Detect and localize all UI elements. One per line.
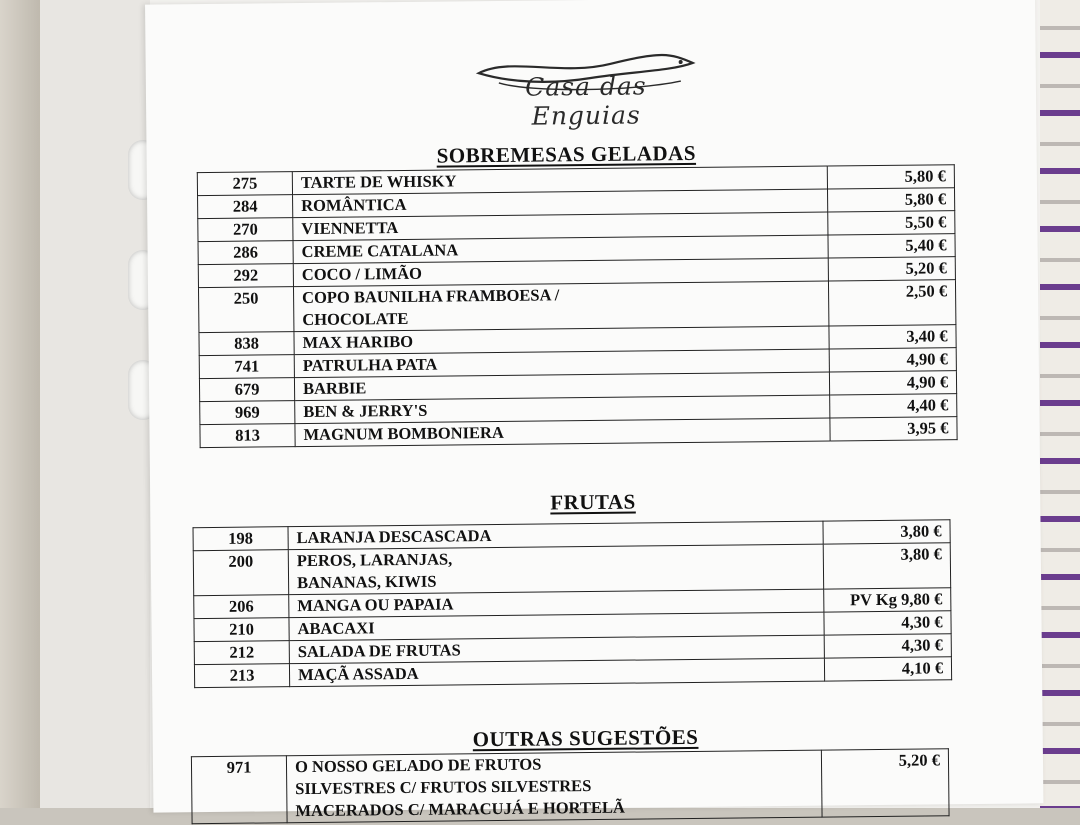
item-price: 5,80 €	[827, 165, 954, 189]
item-name	[293, 281, 828, 332]
item-price: 4,30 €	[824, 634, 951, 658]
item-code: 275	[197, 172, 292, 196]
item-price: 4,10 €	[824, 657, 951, 681]
item-name-line: CHOCOLATE	[302, 308, 409, 330]
item-name-line: SILVESTRES C/ FRUTOS SILVESTRES	[295, 776, 592, 799]
item-code: 212	[194, 641, 289, 665]
item-price: 3,40 €	[829, 325, 956, 349]
item-name-line: MACERADOS C/ MARACUJÁ E HORTELÃ	[295, 797, 625, 821]
item-price: 5,40 €	[828, 234, 955, 258]
item-name-line: BARBIE	[302, 378, 367, 399]
item-name-line: ABACAXI	[297, 618, 375, 639]
item-code: 198	[193, 527, 288, 551]
menu-row	[193, 543, 950, 596]
item-code: 250	[198, 287, 293, 333]
item-code: 969	[200, 401, 295, 425]
item-price: PV Kg 9,80 €	[824, 588, 951, 612]
item-code: 270	[198, 218, 293, 242]
menu-row	[191, 749, 949, 824]
item-code: 206	[194, 595, 289, 619]
item-code: 813	[200, 424, 295, 448]
item-price: 4,40 €	[830, 394, 957, 418]
item-name-line: COPO BAUNILHA FRAMBOESA /	[302, 285, 560, 308]
item-code: 292	[198, 264, 293, 288]
menu-table-outras	[191, 748, 950, 824]
item-code: 284	[198, 195, 293, 219]
item-code: 838	[199, 332, 294, 356]
item-name-line: VIENNETTA	[301, 218, 399, 239]
item-price: 5,80 €	[827, 188, 954, 212]
item-price: 2,50 €	[828, 280, 955, 326]
restaurant-name: Casa das Enguias	[525, 71, 647, 131]
item-price: 4,30 €	[824, 611, 951, 635]
item-name-line: PATRULHA PATA	[302, 354, 438, 376]
item-name-line: O NOSSO GELADO DE FRUTOS	[294, 754, 542, 777]
item-price: 3,80 €	[823, 543, 950, 589]
section-title: SOBREMESAS GELADAS	[436, 140, 697, 168]
item-price: 3,80 €	[823, 520, 950, 544]
section-title: FRUTAS	[550, 489, 636, 515]
section-title: OUTRAS SUGESTÕES	[472, 724, 699, 752]
item-price: 4,90 €	[829, 348, 956, 372]
item-name-line: SALADA DE FRUTAS	[297, 640, 461, 662]
item-price: 5,20 €	[821, 749, 949, 817]
item-code: 286	[198, 241, 293, 265]
item-price: 5,20 €	[828, 257, 955, 281]
item-name-line: BEN & JERRY'S	[303, 400, 428, 422]
item-name-line: MANGA OU PAPAIA	[297, 594, 454, 616]
item-name	[286, 750, 822, 823]
item-code: 210	[194, 618, 289, 642]
item-name-line: MAGNUM BOMBONIERA	[303, 422, 504, 445]
item-code: 200	[193, 550, 288, 596]
item-name-line: ROMÂNTICA	[301, 194, 407, 216]
item-name-line: LARANJA DESCASCADA	[296, 526, 492, 548]
item-price: 4,90 €	[829, 371, 956, 395]
restaurant-logo	[470, 41, 701, 131]
item-code: 679	[199, 378, 294, 402]
item-name	[288, 544, 823, 595]
item-name-line: CREME CATALANA	[301, 240, 459, 262]
item-code: 213	[194, 664, 289, 688]
menu-row	[198, 280, 955, 333]
item-name-line: TARTE DE WHISKY	[300, 171, 457, 193]
item-price: 5,50 €	[828, 211, 955, 235]
menu-table-frutas	[192, 519, 952, 688]
item-name-line: BANANAS, KIWIS	[296, 571, 437, 593]
item-name	[295, 418, 830, 447]
item-name-line: COCO / LIMÃO	[301, 263, 423, 285]
item-name-line: MAX HARIBO	[302, 331, 414, 353]
menu-table-sobremesas	[197, 164, 958, 448]
menu-page	[145, 0, 1043, 821]
item-name	[289, 658, 824, 687]
item-price: 3,95 €	[830, 417, 957, 441]
item-code: 741	[199, 355, 294, 379]
item-code: 971	[191, 756, 287, 824]
item-name-line: MAÇÃ ASSADA	[297, 663, 419, 685]
tablecloth-left	[0, 0, 40, 808]
item-name-line: PEROS, LARANJAS,	[296, 549, 453, 571]
